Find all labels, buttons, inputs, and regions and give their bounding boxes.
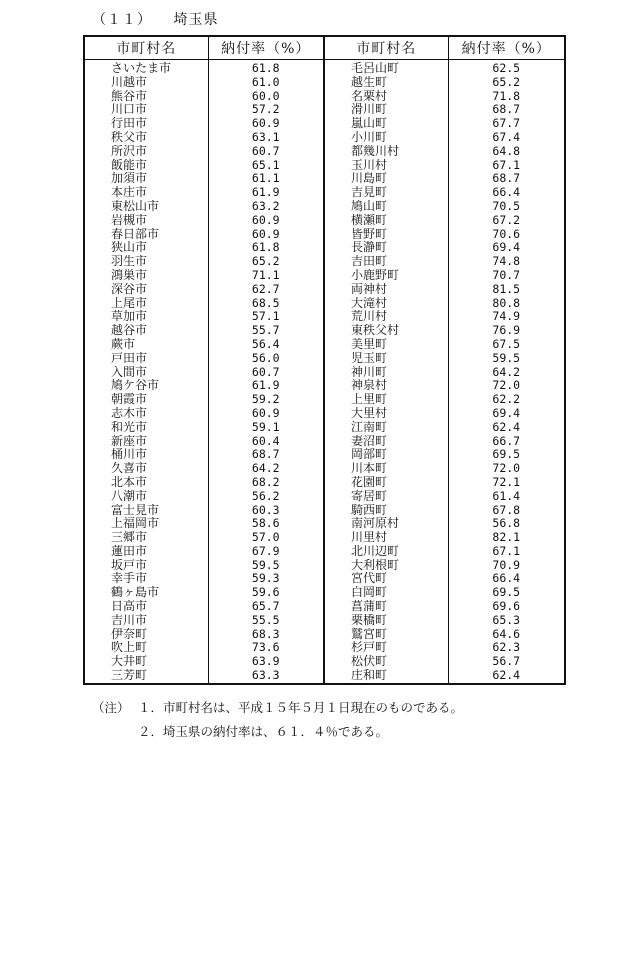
table-row: [84, 531, 565, 545]
payment-rate-right: 67.4: [448, 131, 565, 145]
table-row: [84, 338, 565, 352]
table-row: [84, 214, 565, 228]
payment-rate-left: 61.0: [208, 76, 324, 90]
municipality-name-right: 川里村: [324, 531, 448, 545]
payment-rate-left: 61.8: [208, 241, 324, 255]
municipality-name-left: 深谷市: [111, 282, 148, 296]
municipality-name-right: 荒川村: [324, 310, 448, 324]
municipality-name-left: 三郷市: [111, 531, 148, 545]
municipality-name-left: 和光市: [111, 420, 148, 434]
municipality-name-right: 北川辺町: [324, 545, 448, 559]
payment-rate-right: 80.8: [448, 297, 565, 311]
table-row: [84, 200, 565, 214]
payment-rate-left: 60.7: [208, 366, 324, 380]
notes-label: （注）: [92, 700, 130, 715]
municipality-name-left: 鶴ヶ島市: [111, 586, 160, 600]
municipality-name-right: 両神村: [324, 283, 448, 297]
payment-rate-left: 60.0: [208, 90, 324, 104]
payment-rate-left: 60.4: [208, 435, 324, 449]
municipality-name-right: 吉田町: [324, 255, 448, 269]
payment-rate-left: 60.9: [208, 228, 324, 242]
municipality-name-right: 庄和町: [324, 669, 448, 684]
municipality-name-left: 北本市: [111, 475, 148, 489]
table-row: [84, 435, 565, 449]
payment-rate-right: 76.9: [448, 324, 565, 338]
payment-rate-left: 61.1: [208, 172, 324, 186]
table-row: [84, 517, 565, 531]
municipality-name-right: 松伏町: [324, 655, 448, 669]
municipality-name-left: 岩槻市: [111, 213, 148, 227]
table-row: [84, 628, 565, 642]
table-row: [84, 490, 565, 504]
section-title: [92, 9, 218, 29]
payment-rate-left: 58.6: [208, 517, 324, 531]
payment-rate-right: 67.1: [448, 159, 565, 173]
payment-rate-left: 68.5: [208, 297, 324, 311]
municipality-name-left: 入間市: [111, 365, 148, 379]
payment-rate-left: 63.9: [208, 655, 324, 669]
payment-rate-left: 61.9: [208, 379, 324, 393]
municipality-name-right: 玉川村: [324, 159, 448, 173]
municipality-name-left: 行田市: [111, 117, 148, 131]
municipality-name-left: 八潮市: [111, 489, 148, 503]
municipality-name-left: 戸田市: [111, 351, 148, 365]
payment-rate-left: 56.0: [208, 352, 324, 366]
municipality-name-left: 幸手市: [111, 572, 148, 586]
table-row: [84, 297, 565, 311]
payment-rate-left: 65.2: [208, 255, 324, 269]
header-rate-left: 納付率（%）: [208, 36, 324, 60]
payment-rate-left: 55.5: [208, 614, 324, 628]
payment-rate-right: 82.1: [448, 531, 565, 545]
payment-rate-right: 68.7: [448, 172, 565, 186]
table-row: [84, 366, 565, 380]
payment-rate-left: 68.7: [208, 448, 324, 462]
table-row: [84, 60, 565, 76]
municipality-name-right: 嵐山町: [324, 117, 448, 131]
payment-rate-left: 62.7: [208, 283, 324, 297]
municipality-name-left: 久喜市: [111, 462, 148, 476]
payment-rate-right: 69.5: [448, 586, 565, 600]
payment-rate-left: 60.7: [208, 145, 324, 159]
payment-rate-right: 74.9: [448, 310, 565, 324]
payment-rate-right: 62.5: [448, 60, 565, 76]
payment-rate-right: 70.5: [448, 200, 565, 214]
payment-rate-right: 64.8: [448, 145, 565, 159]
municipality-name-right: 滑川町: [324, 103, 448, 117]
payment-rate-right: 62.4: [448, 669, 565, 684]
municipality-name-right: 川島町: [324, 172, 448, 186]
municipality-name-right: 大滝村: [324, 297, 448, 311]
payment-rate-right: 62.2: [448, 393, 565, 407]
municipality-name-left: 朝霞市: [111, 393, 148, 407]
table-row: [84, 76, 565, 90]
payment-rate-left: 63.2: [208, 200, 324, 214]
table-row: [84, 393, 565, 407]
payment-rate-right: 67.7: [448, 117, 565, 131]
table-row: [84, 448, 565, 462]
payment-rate-left: 57.1: [208, 310, 324, 324]
payment-rate-right: 56.7: [448, 655, 565, 669]
payment-rate-left: 56.4: [208, 338, 324, 352]
table-row: [84, 269, 565, 283]
payment-rate-left: 61.9: [208, 186, 324, 200]
municipality-name-right: 騎西町: [324, 504, 448, 518]
payment-rate-right: 62.4: [448, 421, 565, 435]
payment-rate-right: 67.8: [448, 504, 565, 518]
notes: [92, 696, 463, 744]
payment-rate-right: 69.4: [448, 241, 565, 255]
payment-rate-left: 65.7: [208, 600, 324, 614]
municipality-name-left: 蓮田市: [111, 544, 148, 558]
municipality-name-right: 東秩父村: [324, 324, 448, 338]
municipality-name-left: 狭山市: [111, 241, 148, 255]
municipality-name-right: 鳩山町: [324, 200, 448, 214]
payment-rate-left: 68.3: [208, 628, 324, 642]
table-row: [84, 641, 565, 655]
municipality-name-right: 児玉町: [324, 352, 448, 366]
municipality-name-left: 加須市: [111, 172, 148, 186]
payment-rate-right: 69.5: [448, 448, 565, 462]
table-row: [84, 614, 565, 628]
municipality-name-right: 皆野町: [324, 228, 448, 242]
table-row: [84, 324, 565, 338]
payment-rate-right: 69.4: [448, 407, 565, 421]
payment-rate-right: 72.1: [448, 476, 565, 490]
municipality-name-left: 本庄市: [111, 186, 148, 200]
payment-rate-right: 68.7: [448, 103, 565, 117]
municipality-name-right: 美里町: [324, 338, 448, 352]
table-row: [84, 159, 565, 173]
municipality-name-left: 日高市: [111, 600, 148, 614]
payment-rate-right: 64.2: [448, 366, 565, 380]
payment-rate-right: 72.0: [448, 462, 565, 476]
payment-rate-right: 56.8: [448, 517, 565, 531]
payment-rate-table: [83, 35, 566, 685]
note-item: １．市町村名は、平成１５年５月１日現在のものである。: [138, 700, 464, 715]
payment-rate-right: 81.5: [448, 283, 565, 297]
municipality-name-right: 栗橋町: [324, 614, 448, 628]
table-row: [84, 572, 565, 586]
table-row: [84, 283, 565, 297]
municipality-name-left: 草加市: [111, 310, 148, 324]
section-number: （１１）: [92, 12, 152, 28]
header-rate-right: 納付率（%）: [448, 36, 565, 60]
table-row: [84, 310, 565, 324]
table-row: [84, 407, 565, 421]
municipality-name-right: 川本町: [324, 462, 448, 476]
municipality-name-left: 東松山市: [111, 199, 160, 213]
payment-rate-right: 67.1: [448, 545, 565, 559]
payment-rate-left: 59.5: [208, 559, 324, 573]
header-municipality-right: 市町村名: [324, 36, 448, 60]
municipality-name-right: 大利根町: [324, 559, 448, 573]
payment-rate-right: 71.8: [448, 90, 565, 104]
municipality-name-left: 坂戸市: [111, 558, 148, 572]
table-row: [84, 186, 565, 200]
payment-rate-left: 55.7: [208, 324, 324, 338]
municipality-name-right: 菖蒲町: [324, 600, 448, 614]
payment-rate-right: 59.5: [448, 352, 565, 366]
payment-rate-right: 66.4: [448, 186, 565, 200]
payment-rate-right: 74.8: [448, 255, 565, 269]
payment-rate-left: 68.2: [208, 476, 324, 490]
table-row: [84, 586, 565, 600]
payment-rate-left: 63.3: [208, 669, 324, 684]
municipality-name-left: 志木市: [111, 406, 148, 420]
table-row: [84, 421, 565, 435]
municipality-name-right: 上里町: [324, 393, 448, 407]
payment-rate-left: 67.9: [208, 545, 324, 559]
municipality-name-right: 大里村: [324, 407, 448, 421]
municipality-name-right: 岡部町: [324, 448, 448, 462]
section-heading: 埼玉県: [173, 12, 219, 28]
payment-rate-left: 60.9: [208, 214, 324, 228]
payment-rate-left: 60.9: [208, 407, 324, 421]
municipality-name-left: 伊奈町: [111, 627, 148, 641]
municipality-name-left: 飯能市: [111, 158, 148, 172]
payment-rate-left: 59.6: [208, 586, 324, 600]
table-row: [84, 131, 565, 145]
municipality-name-left: 春日部市: [111, 227, 160, 241]
municipality-name-right: 鷲宮町: [324, 628, 448, 642]
municipality-name-left: 鳩ケ谷市: [111, 379, 160, 393]
municipality-name-left: 吹上町: [111, 641, 148, 655]
municipality-name-left: 吉川市: [111, 613, 148, 627]
municipality-name-right: 花園町: [324, 476, 448, 490]
municipality-name-left: 上尾市: [111, 296, 148, 310]
payment-rate-left: 71.1: [208, 269, 324, 283]
payment-rate-left: 57.0: [208, 531, 324, 545]
municipality-name-left: 桶川市: [111, 448, 148, 462]
payment-rate-left: 59.2: [208, 393, 324, 407]
table-row: [84, 172, 565, 186]
municipality-name-right: 越生町: [324, 76, 448, 90]
table-row: [84, 145, 565, 159]
payment-rate-right: 64.6: [448, 628, 565, 642]
payment-rate-left: 63.1: [208, 131, 324, 145]
municipality-name-left: 蕨市: [111, 337, 136, 351]
table-row: [84, 228, 565, 242]
table-row: [84, 600, 565, 614]
payment-rate-right: 67.2: [448, 214, 565, 228]
municipality-name-left: 三芳町: [111, 669, 148, 683]
municipality-name-right: 妻沼町: [324, 435, 448, 449]
municipality-name-right: 杉戸町: [324, 641, 448, 655]
municipality-name-right: 長瀞町: [324, 241, 448, 255]
municipality-name-left: 上福岡市: [111, 517, 160, 531]
payment-rate-left: 60.3: [208, 504, 324, 518]
municipality-name-left: 羽生市: [111, 255, 148, 269]
municipality-name-right: 宮代町: [324, 572, 448, 586]
municipality-name-right: 寄居町: [324, 490, 448, 504]
payment-rate-left: 60.9: [208, 117, 324, 131]
payment-rate-left: 65.1: [208, 159, 324, 173]
payment-rate-left: 61.8: [208, 60, 324, 76]
table-row: [84, 476, 565, 490]
table-row: [84, 352, 565, 366]
municipality-name-left: 鴻巣市: [111, 268, 148, 282]
payment-rate-right: 72.0: [448, 379, 565, 393]
municipality-name-left: 大井町: [111, 655, 148, 669]
table-row: [84, 655, 565, 669]
municipality-name-left: 越谷市: [111, 324, 148, 338]
municipality-name-right: 小川町: [324, 131, 448, 145]
municipality-name-right: 都幾川村: [324, 145, 448, 159]
municipality-name-left: 新座市: [111, 434, 148, 448]
payment-rate-right: 66.7: [448, 435, 565, 449]
payment-rate-right: 70.7: [448, 269, 565, 283]
table-row: [84, 255, 565, 269]
table-row: [84, 90, 565, 104]
table-body: [84, 60, 565, 684]
payment-rate-left: 73.6: [208, 641, 324, 655]
table-row: [84, 669, 565, 684]
municipality-name-right: 小鹿野町: [324, 269, 448, 283]
table-row: [84, 545, 565, 559]
payment-rate-left: 64.2: [208, 462, 324, 476]
payment-rate-right: 61.4: [448, 490, 565, 504]
municipality-name-right: 名栗村: [324, 90, 448, 104]
payment-rate-left: 59.3: [208, 572, 324, 586]
payment-rate-left: 56.2: [208, 490, 324, 504]
municipality-name-right: 神川町: [324, 366, 448, 380]
payment-rate-right: 65.2: [448, 76, 565, 90]
municipality-name-left: 秩父市: [111, 130, 148, 144]
municipality-name-right: 毛呂山町: [324, 60, 448, 76]
municipality-name-left: 川口市: [111, 103, 148, 117]
table-row: [84, 462, 565, 476]
municipality-name-left: 川越市: [111, 75, 148, 89]
municipality-name-left: 富士見市: [111, 503, 160, 517]
payment-rate-right: 69.6: [448, 600, 565, 614]
payment-rate-right: 66.4: [448, 572, 565, 586]
table-row: [84, 379, 565, 393]
municipality-name-left: さいたま市: [111, 61, 172, 75]
municipality-name-left: 所沢市: [111, 144, 148, 158]
municipality-name-right: 神泉村: [324, 379, 448, 393]
table-row: [84, 241, 565, 255]
municipality-name-right: 白岡町: [324, 586, 448, 600]
table-row: [84, 559, 565, 573]
payment-rate-left: 57.2: [208, 103, 324, 117]
table-row: [84, 504, 565, 518]
payment-rate-left: 59.1: [208, 421, 324, 435]
payment-rate-right: 70.6: [448, 228, 565, 242]
payment-rate-right: 70.9: [448, 559, 565, 573]
note-item: ２．埼玉県の納付率は、６１．４％である。: [138, 724, 389, 739]
table-row: [84, 103, 565, 117]
payment-rate-right: 67.5: [448, 338, 565, 352]
table-row: [84, 117, 565, 131]
municipality-name-right: 横瀬町: [324, 214, 448, 228]
municipality-name-right: 江南町: [324, 421, 448, 435]
payment-rate-right: 65.3: [448, 614, 565, 628]
header-municipality-left: 市町村名: [84, 36, 208, 60]
table-header-row: [84, 36, 565, 60]
municipality-name-right: 吉見町: [324, 186, 448, 200]
payment-rate-right: 62.3: [448, 641, 565, 655]
municipality-name-right: 南河原村: [324, 517, 448, 531]
municipality-name-left: 熊谷市: [111, 89, 148, 103]
